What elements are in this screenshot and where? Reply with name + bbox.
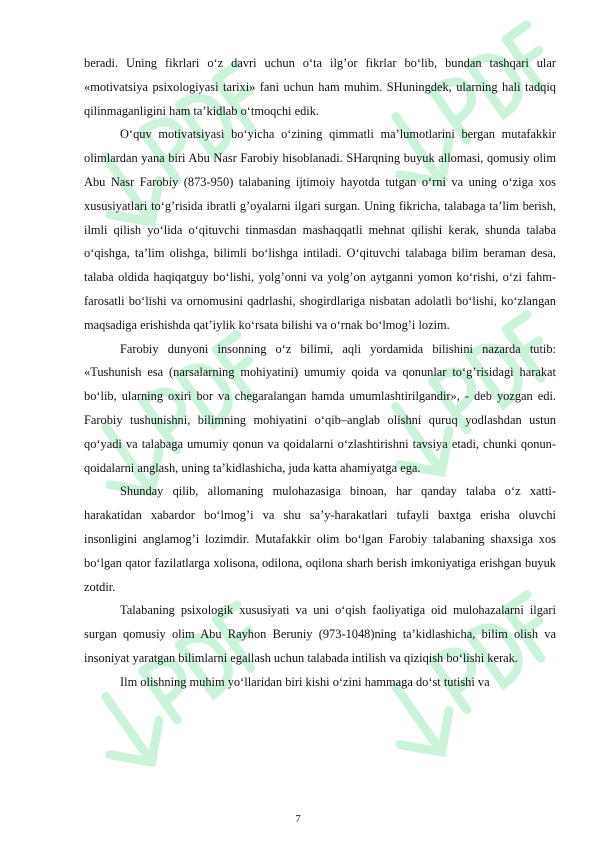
paragraph-6: Ilm olishning muhim yo‘llaridan biri kishi o‘zini hammaga do‘st tutishi va — [120, 674, 490, 689]
page-number: 7 — [295, 814, 301, 825]
paragraph-2: O‘quv motivatsiyasi bo‘yicha o‘zining qimmatli ma’lumotlarini bergan mutafakkir olimlardan yana biri Abu Nasr Farobiy hisoblanadi. SHarqning buyuk allomasi, qomusiy olim Abu Nasr Farobiy (873-950) talabaning ijtimoiy hayotda tutgan o‘rni va uning o‘ziga xos xususiyatlari to‘g’risida ibratli g’oyalarni ilgari surgan. Uning fikricha, talabaga ta’lim berish, ilmli qilish yo‘lida o‘qituvchi tinmasdan mashaqqatli mehnat qilishi kerak, shunda talaba o‘qishga, ta’lim olishga, bilimli bo‘lishga intiladi. O‘qituvchi talabaga bilim beraman desa, talaba oldida haqiqatguy bo‘lishi, yolg’onni va yolg’on aytganni yomon ko‘rishi, o‘zi fahm-farosatli bo‘lishi va ornomusini qadrlashi, shogirdlariga nisbatan adolatli bo‘lishi, ko‘zlangan maqsadiga erishishda qat’iylik ko‘rsata bilishi va o‘rnak bo‘lmog’i lozim. — [84, 127, 556, 332]
paragraph-4: Shunday qilib, allomaning mulohazasiga binoan, har qanday talaba o‘z xatti-harakatidan xabardor bo‘lmog’i va shu sa’y-harakatlari tufayli baxtga erisha oluvchi insonligini anglamog’i lozimdir. Mutafakkir olim bo‘lgan Farobiy talabaning shaxsiga xos bo‘lgan qator fazilatlarga xolisona, odilona, oqilona sharh berish imkoniyatiga erishgan buyuk zotdir. — [84, 484, 556, 594]
paragraph-3: Farobiy dunyoni insonning o‘z bilimi, aqli yordamida bilishini nazarda tutib: «Tushunish esa (narsalarning mohiyatini) umumiy qoida va qonunlar to‘g’risidagi harakat bo‘lib, ularning oxiri bor va chegaralangan hamda umumlashtirilgandir», - deb yozgan edi. Farobiy tushunishni, bilimning mohiyatini o‘qib–anglab olishni quruq yodlashdan ustun qo‘yadi va talabaga umumiy qonun va qoidalarni o‘zlashtirishni tavsiya etadi, chunki qonun-qoidalarni anglash, uning ta’kidlashicha, juda katta ahamiyatga ega. — [84, 341, 556, 475]
paragraph-1: beradi. Uning fikrlari o‘z davri uchun o‘ta ilg’or fikrlar bo‘lib, bundan tashqari ular «motivatsiya psixologiyasi tarixi» fani uchun ham muhim. SHuningdek, ularning hali tadqiq qilinmaganligini ham ta’kidlab o‘tmoqchi edik. — [84, 56, 556, 118]
paragraph-5: Talabaning psixologik xususiyati va uni o‘qish faoliyatiga oid mulohazalarni ilgari surgan qomusiy olim Abu Rayhon Beruniy (973-1048)ning ta’kidlashicha, bilim olish va insoniyat yaratgan bilimlarni egallash uchun talabada intilish va qiziqish bo‘lishi kerak. — [84, 603, 556, 665]
document-body — [84, 52, 556, 695]
